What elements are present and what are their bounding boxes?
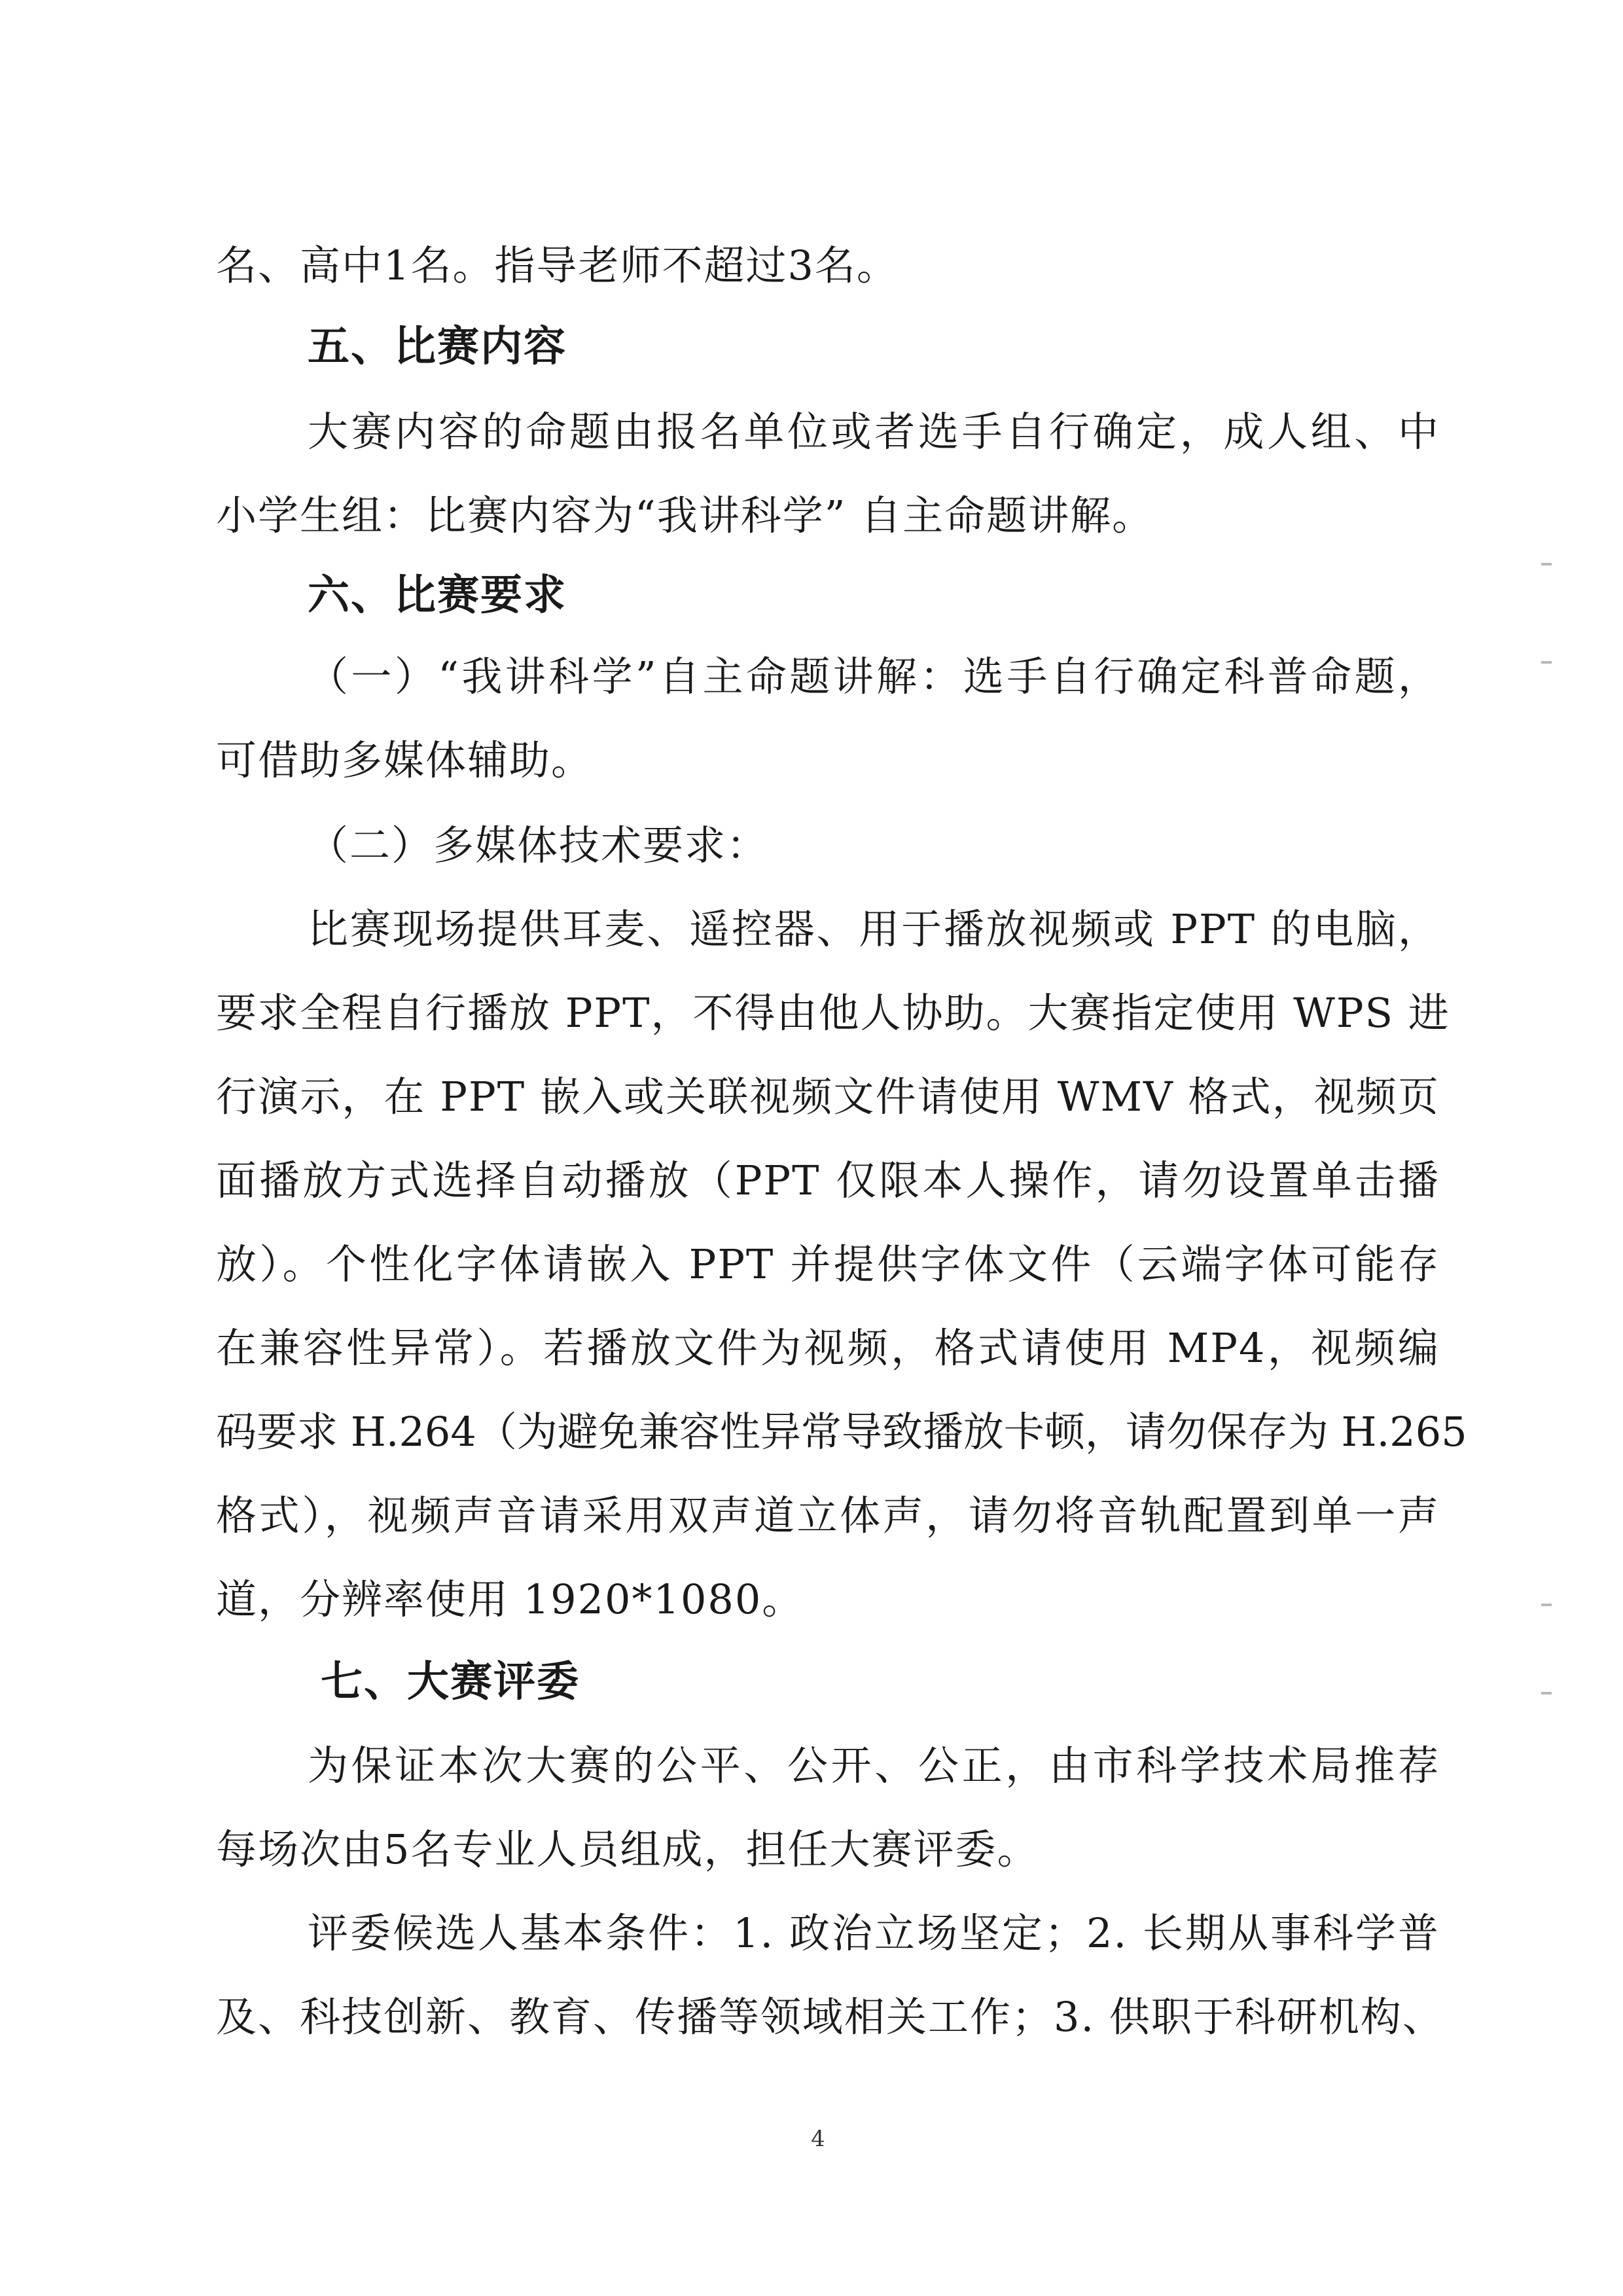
paragraph-line: 格式），视频声音请采用双声道立体声，请勿将音轨配置到单一声	[216, 1492, 1440, 1539]
section-heading-6: 六、比赛要求	[308, 571, 567, 620]
paragraph-line: 每场次由5名专业人员组成，担任大赛评委。	[216, 1825, 1039, 1873]
paragraph-line: 评委候选人基本条件：1. 政治立场坚定；2. 长期从事科学普	[308, 1909, 1440, 1957]
paragraph-line: 行演示，在 PPT 嵌入或关联视频文件请使用 WMV 格式，视频页	[216, 1073, 1440, 1121]
paragraph-line: 要求全程自行播放 PPT，不得由他人协助。大赛指定使用 WPS 进	[216, 989, 1450, 1037]
scan-edge-mark	[1541, 1604, 1552, 1606]
paragraph-line: 小学生组：比赛内容为“我讲科学” 自主命题讲解。	[216, 492, 1154, 539]
paragraph-line: 可借助多媒体辅助。	[216, 736, 594, 784]
paragraph-line: 名、高中1名。指导老师不超过3名。	[216, 242, 899, 289]
paragraph-line: 码要求 H.264（为避免兼容性异常导致播放卡顿，请勿保存为 H.265	[216, 1408, 1467, 1456]
page-number: 4	[811, 2126, 825, 2152]
scan-edge-mark	[1541, 661, 1552, 664]
scan-edge-mark	[1541, 1692, 1552, 1695]
paragraph-line: 面播放方式选择自动播放（PPT 仅限本人操作，请勿设置单击播	[216, 1157, 1440, 1204]
paragraph-line: 为保证本次大赛的公平、公开、公正，由市科学技术局推荐	[308, 1742, 1440, 1789]
paragraph-line: 大赛内容的命题由报名单位或者选手自行确定，成人组、中	[308, 408, 1440, 456]
paragraph-line: 在兼容性异常）。若播放文件为视频，格式请使用 MP4，视频编	[216, 1324, 1440, 1372]
section-heading-7: 七、大赛评委	[321, 1658, 580, 1706]
subsection-heading-line: （一）“我讲科学”自主命题讲解：选手自行确定科普命题，	[308, 653, 1440, 700]
paragraph-line: 道，分辨率使用 1920*1080。	[216, 1575, 804, 1623]
paragraph-line: 放）。个性化字体请嵌入 PPT 并提供字体文件（云端字体可能存	[216, 1240, 1440, 1288]
paragraph-line: 及、科技创新、教育、传播等领域相关工作；3. 供职于科研机构、	[216, 1993, 1444, 2041]
section-heading-5: 五、比赛内容	[308, 323, 567, 371]
subsection-heading-line: （二）多媒体技术要求：	[308, 821, 769, 869]
scan-edge-mark	[1541, 563, 1552, 565]
paragraph-line: 比赛现场提供耳麦、遥控器、用于播放视频或 PPT 的电脑，	[308, 905, 1440, 953]
